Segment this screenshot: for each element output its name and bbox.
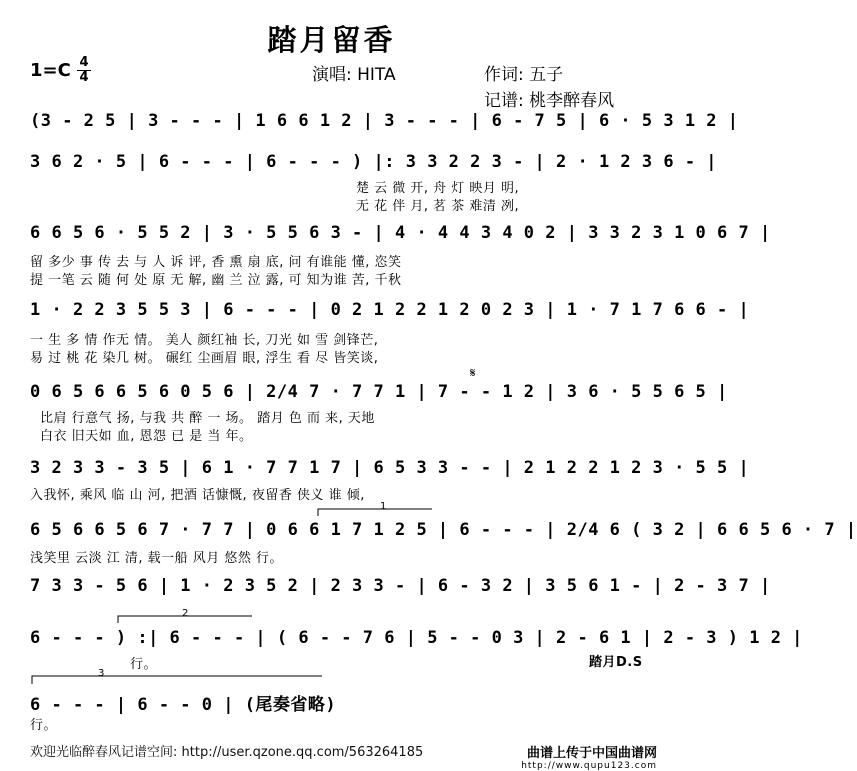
singer: 演唱: HITA [312, 65, 396, 85]
time-signature-bottom: 4 [77, 70, 91, 85]
watermark-text: 曲谱上传于中国曲谱网 [526, 746, 657, 761]
lyric-10-verse-1: 行。 [30, 718, 58, 733]
page-title: 踏月留香 [267, 23, 396, 57]
lyric-3-verse-1: 留 多少 事 传 去 与 人 诉 评, 香 熏 扇 底, 问 有谁能 懂, 恣笑 [30, 255, 402, 270]
score-line-7: 6 5 6 6 5 6 7 · 7 7 | 0 6 6 1 7 1 2 5 | 6 - - - | 2/4 6 ( 3 2 | 6 6 5 6 · 7 | [30, 520, 857, 540]
score-line-1: (3 - 2 5 | 3 - - - | 1 6 6 1 2 | 3 - - - | 6 - 7 5 | 6 · 5 3 1 2 | [30, 111, 739, 131]
score-line-10: 6 - - - | 6 - - 0 | (尾奏省略) [30, 695, 337, 715]
lyric-4-verse-1: 一 生 多 情 作无 情。 美人 颜红袖 长, 刀光 如 雪 剑锋芒, [30, 333, 379, 348]
watermark-stamp [521, 742, 657, 771]
lyric-2-verse-1: 楚 云 微 开, 舟 灯 映月 明, [356, 181, 520, 196]
volta-label-1: 1 [380, 501, 387, 512]
footer-link[interactable]: 欢迎光临醉春风记谱空间: http://user.qzone.qq.com/563264185 [30, 745, 424, 760]
score-line-4: 1 · 2 2 3 5 5 3 | 6 - - - | 0 2 1 2 2 1 2 0 2 3 | 1 · 7 1 7 6 6 - | [30, 300, 750, 320]
lyric-7-verse-1: 浅笑里 云淡 江 清, 载一船 风月 悠然 行。 [30, 551, 284, 566]
lyric-5-verse-1: 比肩 行意气 扬, 与我 共 醉 一 场。 踏月 色 而 来, 天地 [40, 411, 375, 426]
score-line-9: 6 - - - ) :| 6 - - - | ( 6 - - 7 6 | 5 - - 0 3 | 2 - 6 1 | 2 - 3 ) 1 2 | [30, 628, 803, 648]
lyric-4-verse-2: 易 过 桃 花 染几 树。 碾红 尘画眉 眼, 浮生 看 尽 皆笑谈, [30, 351, 379, 366]
key-signature: 1=C [30, 60, 71, 81]
volta-bracket-1 [318, 509, 432, 516]
score-line-8: 7 3 3 - 5 6 | 1 · 2 3 5 2 | 2 3 3 - | 6 - 3 2 | 3 5 6 1 - | 2 - 3 7 | [30, 576, 771, 596]
volta-label-2: 2 [182, 608, 189, 619]
score-line-5: 0 6 5 6 6 5 6 0 5 6 | 2/4 7 · 7 7 1 | 7 - - 1 2 | 3 6 · 5 5 6 5 | [30, 382, 728, 402]
time-signature-top: 4 [79, 55, 89, 70]
score-line-6: 3 2 3 3 - 3 5 | 6 1 · 7 7 1 7 | 6 5 3 3 - - | 2 1 2 2 1 2 3 · 5 5 | [30, 458, 750, 478]
lyric-9-verse-1: 行。 [130, 657, 158, 672]
watermark-url: http://www.qupu123.com [521, 761, 657, 771]
da-segno-mark: 踏月D.S [589, 655, 643, 670]
lyric-2-verse-2: 无 花 伴 月, 茗 茶 难清 冽, [356, 199, 520, 214]
lyric-5-verse-2: 白衣 旧天如 血, 恩怨 已 是 当 年。 [40, 429, 253, 444]
score-line-3: 6 6 5 6 · 5 5 2 | 3 · 5 5 6 3 - | 4 · 4 4 3 4 0 2 | 3 3 2 3 1 0 6 7 | [30, 223, 771, 243]
transcriber: 记谱: 桃李醉春风 [484, 91, 615, 111]
volta-label-3: 3 [98, 668, 105, 679]
lyricist: 作词: 五子 [484, 65, 564, 85]
lyric-3-verse-2: 提 一笔 云 随 何 处 原 无 解, 幽 兰 泣 露, 可 知为谁 苦, 千秋 [30, 273, 402, 288]
segno-mark: 𝄋 [470, 366, 476, 381]
volta-bracket-3 [32, 676, 322, 684]
score-line-2: 3 6 2 · 5 | 6 - - - | 6 - - - ) |: 3 3 2 2 3 - | 2 · 1 2 3 6 - | [30, 152, 718, 172]
lyric-6-verse-1: 入我怀, 乘风 临 山 河, 把酒 话慷慨, 夜留香 侠义 谁 倾, [30, 488, 365, 503]
